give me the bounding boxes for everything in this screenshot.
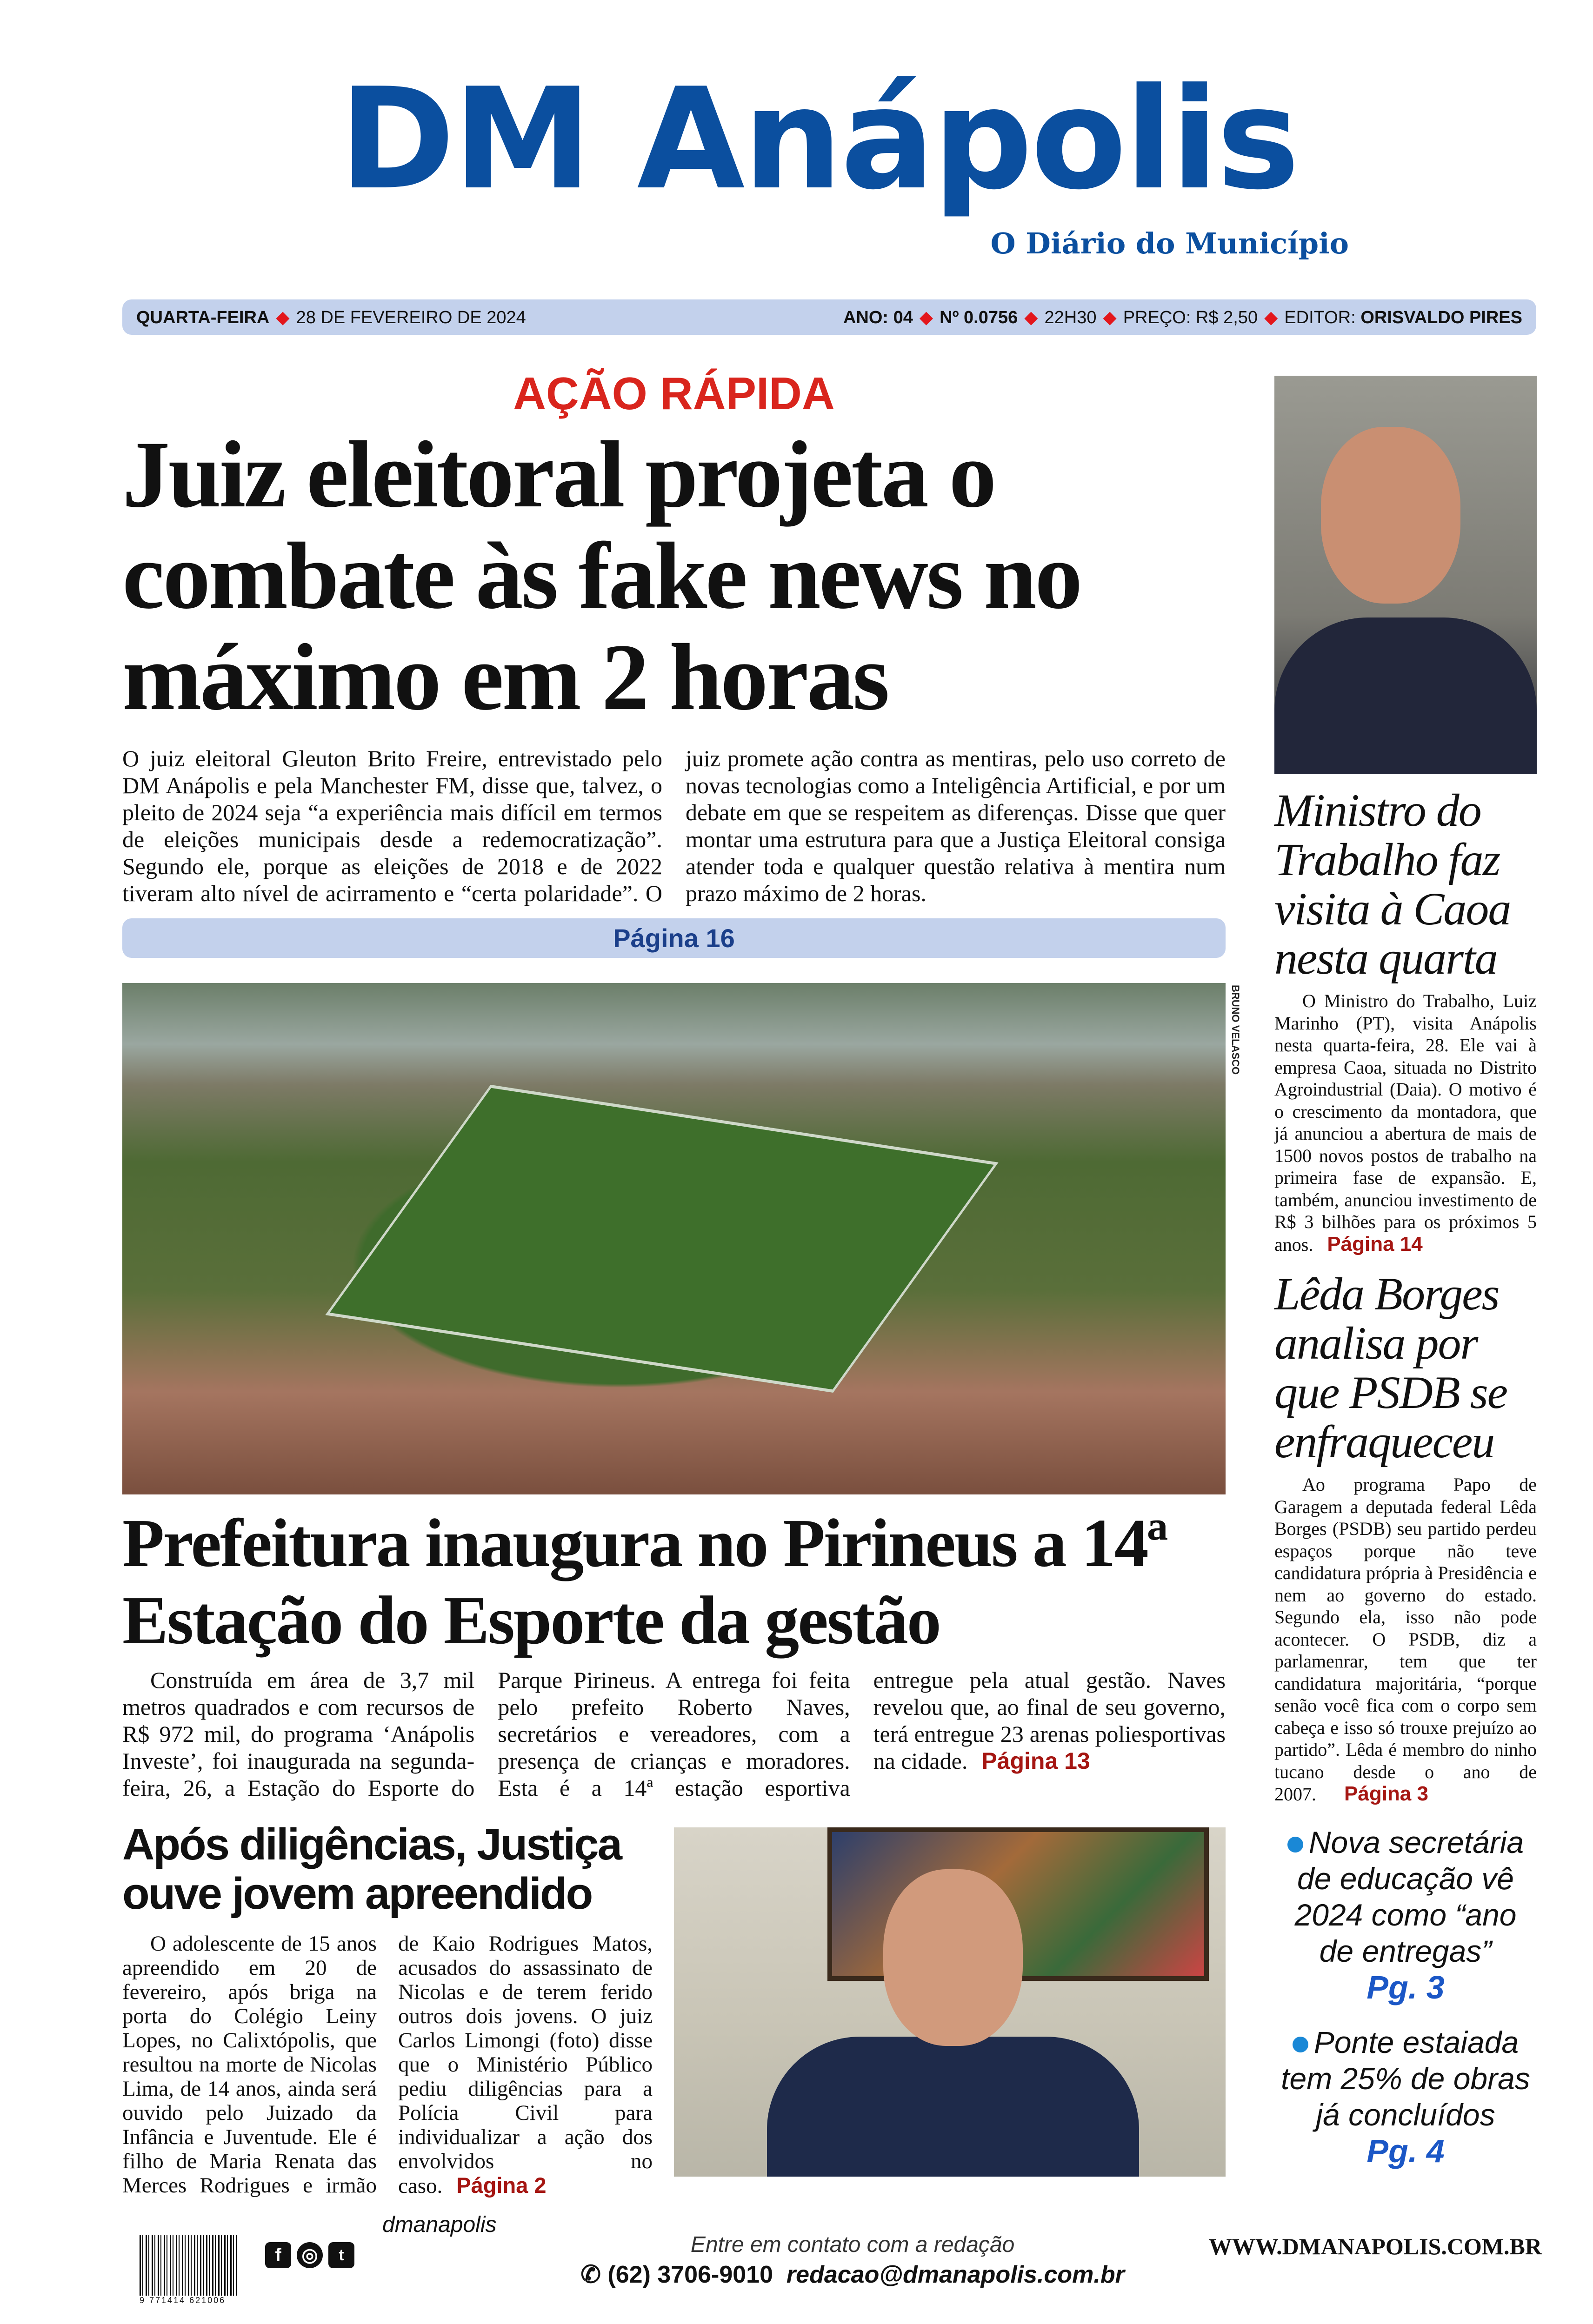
suit [1274,618,1537,774]
sport-page-link[interactable]: Página 13 [981,1748,1090,1774]
minister-body [1274,990,1537,1255]
sport-station-photo [122,983,1226,1494]
editor-label: EDITOR: [1284,307,1356,327]
lead-body: O juiz eleitoral Gleuton Brito Freire, entrevistado pelo DM Anápolis e pela Manchester FM, disse que, talvez, o pleito de 2024 seja “a experiência mais difícil em termos de eleições municipais desde a redemocratização”. Segundo ele, porque as eleições de 2018 e de 2022 tiveram alto nível de acirramento e “certa polaridade”. O juiz promete ação contra as mentiras, pelo uso correto de novas tecnologias como a Inteligência Artificial, e por um debate em que se respeitem as diferenças. Disse que quer montar uma estrutura para que a Justiça Eleitoral consiga atender toda e qualquer questão relativa à mentira num prazo máximo de 2 horas. [122,745,1226,906]
contact-block [524,2231,1180,2290]
diamond-icon: ◆ [919,307,933,327]
lead-page-link[interactable]: Página 16 [122,918,1226,958]
ano: 04 [893,307,913,327]
sport-headline[interactable]: Prefeitura inaugura no Pirineus a 14ª Estação do Esporte da gestão [122,1505,1167,1659]
contact-label: Entre em contato com a redação [690,2232,1015,2257]
face [883,1869,1023,2046]
footer [0,2198,1593,2324]
suit [767,2037,1139,2177]
bullet-dot-icon [1287,1837,1303,1853]
phone[interactable]: (62) 3706-9010 [607,2261,773,2288]
barcode-block [140,2235,237,2305]
ano-label: ANO: [843,307,889,327]
sport-body-text: Construída em área de 3,7 mil metros quadrados e com recursos de R$ 972 mil, do programa ‘Anápolis Investe’, foi inaugurada na segunda-feira, 26, a Estação do Esporte do Parque Pirineus. A entrega foi feita pelo prefeito Roberto Naves, secretários e vereadores, com a presença de crianças e moradores. Esta é a 14ª estação esportiva entregue pela atual gestão. Naves revelou que, ao final de seu governo, terá entregue 23 arenas poliesportivas na cidade. [122,1667,1226,1801]
diamond-icon: ◆ [276,307,290,327]
minister-headline[interactable]: Ministro do Trabalho faz visita à Caoa nesta quarta [1274,784,1511,984]
photo-credit: BRUNO VELASCO [1230,985,1241,1075]
minister-photo [1274,376,1537,774]
numero: 0.0756 [964,307,1018,327]
justice-section [122,1820,1226,2198]
bullet-text: Ponte estaiada tem 25% de obras já concluídos [1281,2025,1530,2132]
justice-page-link[interactable]: Página 2 [456,2173,547,2198]
judge-photo [674,1827,1226,2177]
leda-body-text: Ao programa Papo de Garagem a deputada federal Lêda Borges (PSDB) seu partido perdeu espaços porque não teve candidatura própria à Presidência e nem ao governo do estado. Segundo ela, isso não pode acontecer. O PSDB, diz a parlamenrar, tem que ter candidatura majoritária, “porque senão você fica com o corpo sem cabeça e isso só trouxe prejuízo ao partido”. Lêda é membro do ninho tucano desde o ano de 2007. [1274,1474,1537,1805]
date-bar [122,299,1536,335]
facebook-icon[interactable]: f [265,2242,291,2268]
masthead-logo: DM Anápolis [339,58,1298,220]
lead-kicker: AÇÃO RÁPIDA [513,368,835,419]
leda-body [1274,1474,1537,1806]
diamond-icon: ◆ [1103,307,1117,327]
weekday: QUARTA-FEIRA [136,307,270,327]
social-handle[interactable]: dmanapolis [382,2212,497,2237]
sidebar [1274,376,1537,2198]
masthead-tagline: O Diário do Município [990,226,1349,260]
instagram-icon[interactable]: ◎ [297,2242,323,2268]
bullet-dot-icon [1293,2037,1308,2052]
justice-text-block [122,1820,653,2198]
leda-headline[interactable]: Lêda Borges analisa por que PSDB se enfraqueceu [1274,1268,1507,1467]
numero-label: Nº [940,307,959,327]
bullet-text: Nova secretária de educação vê 2024 como “ano de entregas” [1294,1825,1524,1968]
soccer-field [325,1085,998,1393]
left-column [122,367,1241,2198]
twitter-icon[interactable]: t [328,2242,354,2268]
preco: R$ 2,50 [1195,307,1258,327]
bullet-item[interactable] [1274,1824,1537,2005]
sport-photo-wrap [122,983,1241,1494]
website-link[interactable]: WWW.DMANAPOLIS.COM.BR [1208,2233,1542,2259]
masthead [0,0,1593,367]
bullet-item[interactable] [1274,2024,1537,2169]
bullet-page-link[interactable]: Pg. 4 [1366,2132,1445,2169]
editor: ORISVALDO PIRES [1360,307,1522,327]
justice-body [122,1932,653,2198]
justice-headline[interactable]: Após diligências, Justiça ouve jovem apreendido [122,1819,621,1919]
date: 28 DE FEVEREIRO DE 2024 [296,307,526,327]
diamond-icon: ◆ [1264,307,1278,327]
email[interactable]: redacao@dmanapolis.com.br [786,2261,1125,2288]
hora: 22H30 [1044,307,1097,327]
social-icons [265,2242,354,2268]
face [1321,427,1460,604]
barcode [140,2235,237,2296]
minister-body-text: O Ministro do Trabalho, Luiz Marinho (PT), visita Anápolis nesta quarta-feira, 28. Ele vai à empresa Caoa, situada no Distrito Agroindustrial (Daia). O motivo é o crescimento da montadora, que já anunciou a abertura de mais de 1500 novos postos de trabalho na primeira fase de expansão. E, também, anunciou investimento de R$ 3 bilhões para os próximos 5 anos. [1274,990,1537,1255]
bullet-page-link[interactable]: Pg. 3 [1366,1969,1445,2005]
minister-page-link[interactable]: Página 14 [1327,1232,1423,1255]
contact-info [524,2259,1180,2290]
sport-body [122,1667,1226,1801]
barcode-number: 9 771414 621006 [140,2296,226,2305]
lead-headline[interactable]: Juiz eleitoral projeta o combate às fake news no máximo em 2 horas [122,422,1081,730]
justice-body-text: O adolescente de 15 anos apreendido em 20 de fevereiro, após briga na porta do Colégio Leiny Lopes, no Calixtópolis, que resultou na morte de Nicolas Lima, de 14 anos, ainda será ouvido pelo Juizado da Infância e Juventude. Ele é filho de Maria Renata das Merces Rodrigues e irmão de Kaio Rodrigues Matos, acusados do assassinato de Nicolas e de terem ferido outros dois jovens. O juiz Carlos Limongi (foto) disse que o Ministério Público pediu diligências para a Polícia Civil para individualizar a ação dos envolvidos no caso. [122,1932,653,2198]
leda-page-link[interactable]: Página 3 [1344,1782,1428,1805]
diamond-icon: ◆ [1024,307,1038,327]
main-content [0,367,1593,2198]
preco-label: PREÇO: [1123,307,1191,327]
whatsapp-icon: ✆ [580,2261,601,2288]
